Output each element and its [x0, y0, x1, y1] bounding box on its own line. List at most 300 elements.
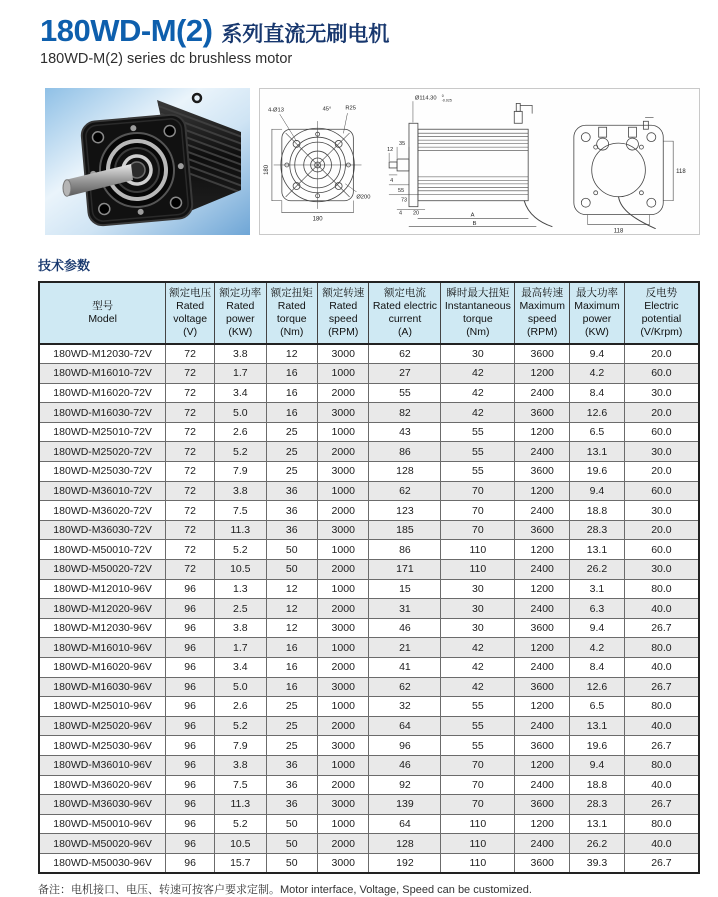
col-header-current [369, 282, 441, 344]
value-cell: 13.1 [570, 814, 625, 834]
value-cell: 16 [266, 677, 317, 697]
rear-width-label: 118 [613, 228, 624, 234]
value-cell: 96 [166, 795, 215, 815]
value-cell: 2400 [515, 442, 570, 462]
value-cell: 2400 [515, 775, 570, 795]
value-cell: 20.0 [624, 462, 699, 482]
table-row [39, 795, 699, 815]
value-cell: 72 [166, 364, 215, 384]
model-cell: 180WD-M12010-96V [39, 579, 166, 599]
value-cell: 96 [166, 775, 215, 795]
col-header-back-emf-unit: (V/Krpm) [640, 325, 683, 338]
value-cell: 50 [266, 814, 317, 834]
table-row [39, 579, 699, 599]
value-cell: 1200 [515, 364, 570, 384]
value-cell: 40.0 [624, 775, 699, 795]
value-cell: 30 [441, 618, 515, 638]
value-cell: 96 [166, 834, 215, 854]
value-cell: 12.6 [570, 677, 625, 697]
value-cell: 12 [266, 618, 317, 638]
value-cell: 1200 [515, 422, 570, 442]
value-cell: 2000 [318, 599, 369, 619]
value-cell: 62 [369, 481, 441, 501]
value-cell: 42 [441, 383, 515, 403]
value-cell: 86 [369, 442, 441, 462]
value-cell: 18.8 [570, 775, 625, 795]
value-cell: 72 [166, 462, 215, 482]
col-header-inst-torque-cn: 瞬时最大扭矩 [446, 287, 510, 300]
value-cell: 16 [266, 403, 317, 423]
value-cell: 4.2 [570, 364, 625, 384]
value-cell: 7.5 [215, 501, 266, 521]
value-cell: 55 [441, 716, 515, 736]
value-cell: 72 [166, 481, 215, 501]
value-cell: 26.7 [624, 853, 699, 873]
value-cell: 3000 [318, 618, 369, 638]
value-cell: 46 [369, 618, 441, 638]
col-header-model [39, 282, 166, 344]
col-header-max-speed [515, 282, 570, 344]
value-cell: 110 [441, 560, 515, 580]
value-cell: 192 [369, 853, 441, 873]
value-cell: 16 [266, 364, 317, 384]
side-view [387, 94, 552, 227]
side-dim-20: 20 [412, 210, 420, 217]
table-row [39, 658, 699, 678]
value-cell: 36 [266, 481, 317, 501]
side-dim-4a: 4 [390, 177, 394, 184]
value-cell: 3000 [318, 462, 369, 482]
value-cell: 64 [369, 716, 441, 736]
col-header-max-power-cn: 最大功率 [575, 287, 618, 300]
table-row [39, 462, 699, 482]
value-cell: 13.1 [570, 540, 625, 560]
value-cell: 26.2 [570, 560, 625, 580]
value-cell: 2400 [515, 716, 570, 736]
value-cell: 12 [266, 599, 317, 619]
value-cell: 128 [369, 834, 441, 854]
side-dim-B: B [472, 221, 477, 228]
model-cell: 180WD-M36030-72V [39, 520, 166, 540]
value-cell: 30.0 [624, 560, 699, 580]
value-cell: 40.0 [624, 658, 699, 678]
value-cell: 42 [441, 658, 515, 678]
value-cell: 128 [369, 462, 441, 482]
value-cell: 25 [266, 442, 317, 462]
value-cell: 18.8 [570, 501, 625, 521]
value-cell: 26.7 [624, 618, 699, 638]
model-cell: 180WD-M12020-96V [39, 599, 166, 619]
value-cell: 70 [441, 755, 515, 775]
title-model-name: 180WD-M(2) [40, 13, 213, 48]
value-cell: 25 [266, 462, 317, 482]
value-cell: 60.0 [624, 422, 699, 442]
value-cell: 1000 [318, 364, 369, 384]
value-cell: 5.2 [215, 814, 266, 834]
value-cell: 2400 [515, 501, 570, 521]
table-row [39, 422, 699, 442]
value-cell: 70 [441, 481, 515, 501]
model-cell: 180WD-M16030-96V [39, 677, 166, 697]
value-cell: 62 [369, 344, 441, 364]
value-cell: 9.4 [570, 344, 625, 364]
model-cell: 180WD-M50020-72V [39, 560, 166, 580]
side-dim-35: 35 [399, 141, 406, 148]
value-cell: 42 [441, 638, 515, 658]
value-cell: 2400 [515, 560, 570, 580]
col-header-max-power [570, 282, 625, 344]
front-angle-label: 45° [322, 106, 332, 113]
model-cell: 180WD-M16010-96V [39, 638, 166, 658]
model-cell: 180WD-M16020-96V [39, 658, 166, 678]
col-header-power [215, 282, 266, 344]
value-cell: 2000 [318, 560, 369, 580]
value-cell: 96 [166, 618, 215, 638]
value-cell: 96 [166, 677, 215, 697]
value-cell: 12.6 [570, 403, 625, 423]
value-cell: 2.6 [215, 422, 266, 442]
table-row [39, 834, 699, 854]
model-cell: 180WD-M36020-72V [39, 501, 166, 521]
value-cell: 64 [369, 814, 441, 834]
value-cell: 72 [166, 422, 215, 442]
value-cell: 1.3 [215, 579, 266, 599]
value-cell: 96 [166, 658, 215, 678]
value-cell: 5.2 [215, 540, 266, 560]
col-header-torque-cn: 额定扭矩 [270, 287, 313, 300]
value-cell: 1000 [318, 579, 369, 599]
col-header-back-emf-cn: 反电势 [645, 287, 678, 300]
value-cell: 40.0 [624, 716, 699, 736]
value-cell: 3000 [318, 736, 369, 756]
value-cell: 26.7 [624, 677, 699, 697]
value-cell: 72 [166, 344, 215, 364]
value-cell: 46 [369, 755, 441, 775]
value-cell: 26.7 [624, 795, 699, 815]
value-cell: 3600 [515, 853, 570, 873]
side-dim-73: 73 [401, 197, 408, 204]
col-header-current-unit: (A) [397, 325, 412, 338]
value-cell: 3600 [515, 736, 570, 756]
value-cell: 96 [166, 736, 215, 756]
side-spigot-label: Ø114.30 [414, 95, 437, 102]
value-cell: 3.8 [215, 344, 266, 364]
value-cell: 50 [266, 560, 317, 580]
value-cell: 30 [441, 344, 515, 364]
col-header-model-en: Model [88, 313, 117, 325]
table-row [39, 736, 699, 756]
value-cell: 28.3 [570, 520, 625, 540]
value-cell: 3.8 [215, 481, 266, 501]
value-cell: 1200 [515, 540, 570, 560]
value-cell: 20.0 [624, 520, 699, 540]
value-cell: 70 [441, 520, 515, 540]
value-cell: 2000 [318, 834, 369, 854]
value-cell: 20.0 [624, 344, 699, 364]
value-cell: 1200 [515, 814, 570, 834]
value-cell: 7.5 [215, 775, 266, 795]
value-cell: 2400 [515, 383, 570, 403]
value-cell: 3000 [318, 677, 369, 697]
value-cell: 5.2 [215, 716, 266, 736]
value-cell: 3.8 [215, 618, 266, 638]
value-cell: 25 [266, 422, 317, 442]
col-header-speed-cn: 额定转速 [322, 287, 365, 300]
value-cell: 1000 [318, 814, 369, 834]
value-cell: 30.0 [624, 442, 699, 462]
value-cell: 86 [369, 540, 441, 560]
col-header-voltage [166, 282, 215, 344]
value-cell: 8.4 [570, 658, 625, 678]
value-cell: 3600 [515, 677, 570, 697]
value-cell: 2400 [515, 599, 570, 619]
table-row [39, 697, 699, 717]
table-row [39, 442, 699, 462]
table-row [39, 638, 699, 658]
col-header-max-speed-en: Maximum speed [519, 300, 565, 325]
model-cell: 180WD-M50030-96V [39, 853, 166, 873]
value-cell: 7.9 [215, 736, 266, 756]
value-cell: 3000 [318, 795, 369, 815]
value-cell: 19.6 [570, 736, 625, 756]
value-cell: 171 [369, 560, 441, 580]
value-cell: 1200 [515, 697, 570, 717]
value-cell: 12 [266, 579, 317, 599]
col-header-back-emf-en: Electric potential [641, 300, 682, 325]
model-cell: 180WD-M50010-72V [39, 540, 166, 560]
side-dim-12: 12 [387, 147, 394, 154]
table-row [39, 618, 699, 638]
value-cell: 1200 [515, 755, 570, 775]
side-tol-lower: -0.025 [441, 98, 452, 103]
table-row [39, 716, 699, 736]
col-header-inst-torque-en: Instantaneous torque [444, 300, 511, 325]
dimension-drawings-svg [260, 89, 699, 234]
col-header-speed [318, 282, 369, 344]
model-cell: 180WD-M50010-96V [39, 814, 166, 834]
value-cell: 110 [441, 853, 515, 873]
col-header-torque-unit: (Nm) [280, 325, 304, 338]
table-row [39, 403, 699, 423]
front-bolt-label: 4-Ø13 [267, 107, 284, 114]
value-cell: 5.0 [215, 677, 266, 697]
col-header-max-speed-cn: 最高转速 [521, 287, 564, 300]
value-cell: 96 [166, 755, 215, 775]
front-view [272, 113, 361, 212]
value-cell: 55 [441, 422, 515, 442]
value-cell: 72 [166, 501, 215, 521]
value-cell: 16 [266, 658, 317, 678]
col-header-back-emf [624, 282, 699, 344]
dimension-drawings [259, 88, 700, 235]
model-cell: 180WD-M25010-96V [39, 697, 166, 717]
media-row [45, 88, 700, 235]
value-cell: 3.4 [215, 383, 266, 403]
value-cell: 96 [166, 599, 215, 619]
value-cell: 36 [266, 520, 317, 540]
value-cell: 13.1 [570, 442, 625, 462]
table-row [39, 814, 699, 834]
value-cell: 1.7 [215, 638, 266, 658]
page-subtitle: 180WD-M(2) series dc brushless motor [40, 51, 293, 67]
front-width-label: 180 [312, 216, 323, 223]
side-dim-4b: 4 [399, 210, 403, 217]
value-cell: 80.0 [624, 638, 699, 658]
col-header-power-cn: 额定功率 [219, 287, 262, 300]
value-cell: 6.5 [570, 697, 625, 717]
value-cell: 28.3 [570, 795, 625, 815]
value-cell: 62 [369, 677, 441, 697]
col-header-torque [266, 282, 317, 344]
value-cell: 5.0 [215, 403, 266, 423]
col-header-model-cn: 型号 [92, 300, 114, 313]
motor-photo [45, 88, 250, 235]
model-cell: 180WD-M50020-96V [39, 834, 166, 854]
rear-view [574, 117, 686, 234]
value-cell: 42 [441, 403, 515, 423]
value-cell: 96 [166, 579, 215, 599]
value-cell: 42 [441, 677, 515, 697]
value-cell: 9.4 [570, 618, 625, 638]
value-cell: 50 [266, 853, 317, 873]
value-cell: 55 [441, 442, 515, 462]
footnote: 备注：电机接口、电压、转速可按客户要求定制。Motor interface, Voltage, Speed can be customized. [38, 884, 532, 897]
table-row [39, 344, 699, 364]
col-header-inst-torque-unit: (Nm) [466, 325, 490, 338]
value-cell: 4.2 [570, 638, 625, 658]
value-cell: 26.7 [624, 736, 699, 756]
value-cell: 9.4 [570, 481, 625, 501]
value-cell: 43 [369, 422, 441, 442]
value-cell: 60.0 [624, 364, 699, 384]
table-row [39, 599, 699, 619]
model-cell: 180WD-M25010-72V [39, 422, 166, 442]
col-header-max-power-unit: (KW) [585, 325, 609, 338]
value-cell: 21 [369, 638, 441, 658]
value-cell: 92 [369, 775, 441, 795]
value-cell: 2400 [515, 834, 570, 854]
value-cell: 3.8 [215, 755, 266, 775]
value-cell: 3600 [515, 462, 570, 482]
value-cell: 40.0 [624, 599, 699, 619]
value-cell: 3600 [515, 520, 570, 540]
value-cell: 36 [266, 795, 317, 815]
value-cell: 5.2 [215, 442, 266, 462]
value-cell: 8.4 [570, 383, 625, 403]
value-cell: 55 [441, 736, 515, 756]
value-cell: 1200 [515, 481, 570, 501]
front-height-label: 180 [263, 164, 270, 175]
value-cell: 36 [266, 775, 317, 795]
value-cell: 39.3 [570, 853, 625, 873]
value-cell: 31 [369, 599, 441, 619]
value-cell: 110 [441, 834, 515, 854]
value-cell: 60.0 [624, 481, 699, 501]
value-cell: 50 [266, 834, 317, 854]
value-cell: 1.7 [215, 364, 266, 384]
value-cell: 72 [166, 560, 215, 580]
col-header-voltage-cn: 额定电压 [169, 287, 212, 300]
value-cell: 25 [266, 736, 317, 756]
value-cell: 96 [166, 697, 215, 717]
value-cell: 1000 [318, 755, 369, 775]
value-cell: 3600 [515, 344, 570, 364]
value-cell: 10.5 [215, 834, 266, 854]
value-cell: 72 [166, 442, 215, 462]
value-cell: 80.0 [624, 814, 699, 834]
table-row [39, 520, 699, 540]
value-cell: 96 [166, 814, 215, 834]
table-row [39, 755, 699, 775]
value-cell: 30 [441, 579, 515, 599]
col-header-current-cn: 额定电流 [383, 287, 426, 300]
rear-height-label: 118 [676, 168, 686, 175]
value-cell: 36 [266, 501, 317, 521]
table-row [39, 501, 699, 521]
value-cell: 2000 [318, 716, 369, 736]
value-cell: 3000 [318, 344, 369, 364]
value-cell: 96 [369, 736, 441, 756]
value-cell: 72 [166, 383, 215, 403]
table-row [39, 775, 699, 795]
col-header-voltage-en: Rated voltage [173, 300, 208, 325]
model-cell: 180WD-M12030-96V [39, 618, 166, 638]
side-tol-upper: 0 [441, 93, 444, 98]
value-cell: 1000 [318, 540, 369, 560]
value-cell: 41 [369, 658, 441, 678]
col-header-speed-unit: (RPM) [328, 325, 359, 338]
value-cell: 3000 [318, 520, 369, 540]
value-cell: 50 [266, 540, 317, 560]
value-cell: 10.5 [215, 560, 266, 580]
model-cell: 180WD-M36010-96V [39, 755, 166, 775]
table-row [39, 853, 699, 873]
table-body [39, 344, 699, 873]
value-cell: 1200 [515, 579, 570, 599]
value-cell: 80.0 [624, 579, 699, 599]
value-cell: 7.9 [215, 462, 266, 482]
value-cell: 3600 [515, 618, 570, 638]
model-cell: 180WD-M25020-72V [39, 442, 166, 462]
value-cell: 16 [266, 383, 317, 403]
value-cell: 19.6 [570, 462, 625, 482]
value-cell: 30 [441, 599, 515, 619]
model-cell: 180WD-M36020-96V [39, 775, 166, 795]
value-cell: 30.0 [624, 501, 699, 521]
value-cell: 110 [441, 540, 515, 560]
value-cell: 3600 [515, 795, 570, 815]
table-row [39, 540, 699, 560]
value-cell: 2.5 [215, 599, 266, 619]
value-cell: 96 [166, 638, 215, 658]
value-cell: 72 [166, 540, 215, 560]
value-cell: 1000 [318, 638, 369, 658]
value-cell: 55 [441, 697, 515, 717]
value-cell: 55 [369, 383, 441, 403]
value-cell: 25 [266, 697, 317, 717]
value-cell: 2.6 [215, 697, 266, 717]
col-header-current-en: Rated electric current [372, 300, 438, 325]
value-cell: 16 [266, 638, 317, 658]
value-cell: 72 [166, 403, 215, 423]
value-cell: 72 [166, 520, 215, 540]
value-cell: 9.4 [570, 755, 625, 775]
col-header-power-unit: (KW) [228, 325, 253, 338]
motor-photo-image [45, 88, 250, 235]
value-cell: 15 [369, 579, 441, 599]
value-cell: 30.0 [624, 383, 699, 403]
value-cell: 80.0 [624, 755, 699, 775]
